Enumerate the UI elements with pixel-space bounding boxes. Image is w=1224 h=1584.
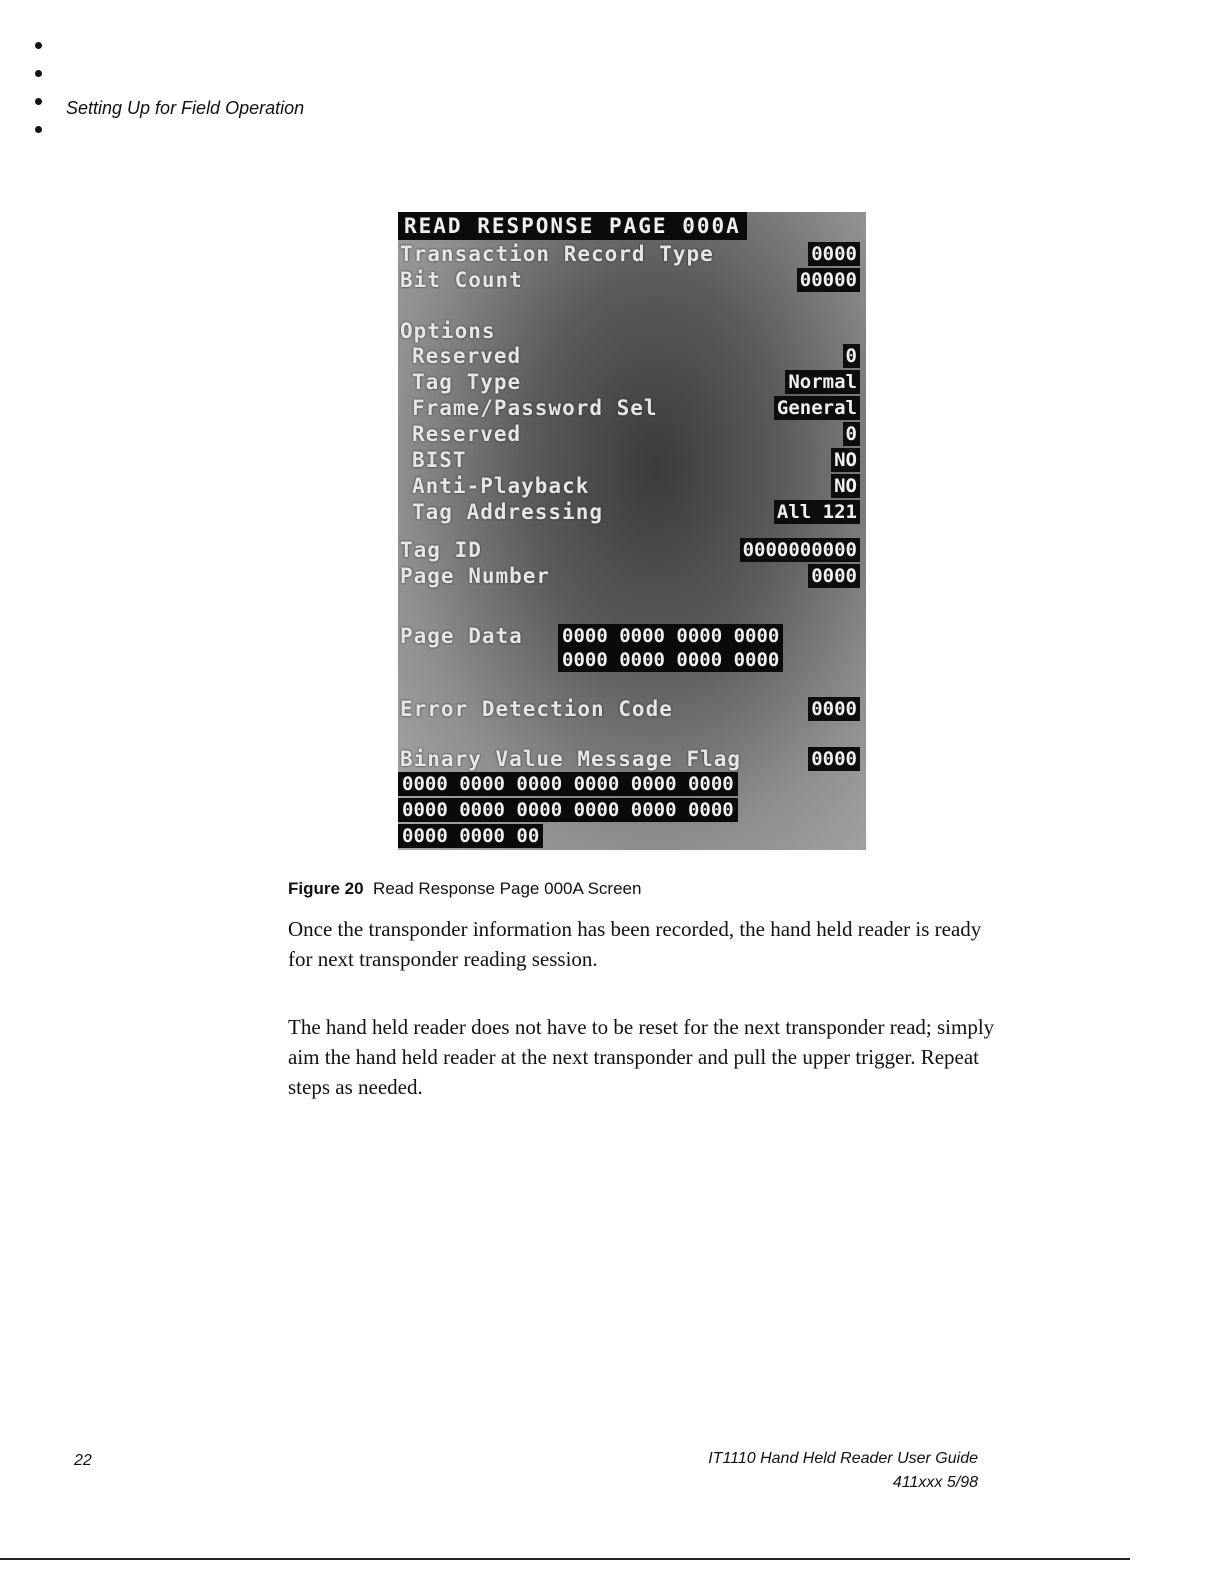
field-label: Binary Value Message Flag	[400, 747, 742, 771]
field-value: NO	[831, 448, 860, 472]
field-value: 0	[843, 422, 860, 446]
field-label: Transaction Record Type	[400, 242, 714, 266]
field-row	[398, 447, 866, 473]
page-data-line: 0000 0000 0000 0000	[558, 624, 783, 648]
field-row	[398, 746, 866, 772]
field-label: Reserved	[412, 422, 522, 446]
footer-doc-title: IT1110 Hand Held Reader User Guide	[708, 1450, 978, 1467]
margin-bullet	[35, 98, 42, 105]
field-row	[398, 318, 866, 344]
section-title: Setting Up for Field Operation	[66, 98, 305, 118]
device-screen	[398, 212, 866, 850]
margin-bullet	[35, 126, 42, 133]
field-label: Tag ID	[400, 538, 482, 562]
field-value: 0000	[808, 747, 860, 771]
field-value: 0000	[808, 697, 860, 721]
binary-line: 0000 0000 0000 0000 0000 0000	[398, 772, 738, 796]
margin-bullet	[35, 42, 42, 49]
field-value: Normal	[785, 370, 860, 394]
figure-number: Figure 20	[288, 879, 364, 898]
field-label: Page Number	[400, 564, 551, 588]
footer-rule	[0, 1558, 1130, 1560]
margin-bullet	[35, 70, 42, 77]
field-value: 00000	[797, 268, 860, 292]
field-label: Tag Addressing	[412, 500, 604, 524]
field-label: Tag Type	[412, 370, 522, 394]
field-label: Anti-Playback	[412, 474, 590, 498]
field-row	[398, 267, 866, 293]
field-label: Error Detection Code	[400, 697, 673, 721]
field-row	[398, 537, 866, 563]
page-number: 22	[74, 1452, 92, 1469]
footer-doc-code: 411xxx 5/98	[892, 1474, 978, 1491]
binary-line: 0000 0000 0000 0000 0000 0000	[398, 798, 738, 822]
field-value: NO	[831, 474, 860, 498]
page-data-line: 0000 0000 0000 0000	[558, 648, 783, 672]
screen-title: READ RESPONSE PAGE 000A	[398, 212, 747, 240]
field-value: 0	[843, 344, 860, 368]
field-row	[398, 473, 866, 499]
field-value: 0000000000	[740, 538, 860, 562]
binary-line: 0000 0000 00	[398, 824, 543, 848]
field-row	[398, 241, 866, 267]
field-value: 0000	[808, 242, 860, 266]
figure-caption	[288, 879, 641, 899]
field-row	[398, 499, 866, 525]
field-row	[398, 369, 866, 395]
section-label: Options	[400, 319, 496, 343]
field-value: 0000	[808, 564, 860, 588]
field-value: General	[774, 396, 860, 420]
field-row	[398, 421, 866, 447]
field-row	[398, 696, 866, 722]
field-label: BIST	[412, 448, 467, 472]
body-paragraph: The hand held reader does not have to be reset for the next transponder read; simply aim the hand held reader at the next transponder and pull the upper trigger. Repeat steps as needed.	[288, 1015, 995, 1099]
field-label: Frame/Password Sel	[412, 396, 658, 420]
field-row	[398, 395, 866, 421]
field-row	[398, 343, 866, 369]
field-label: Bit Count	[400, 268, 523, 292]
field-label: Reserved	[412, 344, 522, 368]
figure-caption-text: Read Response Page 000A Screen	[373, 879, 642, 898]
field-value: All 121	[774, 500, 860, 524]
field-label: Page Data	[400, 624, 523, 648]
field-row	[398, 563, 866, 589]
body-paragraph: Once the transponder information has been recorded, the hand held reader is ready for next transponder reading session.	[288, 917, 982, 971]
